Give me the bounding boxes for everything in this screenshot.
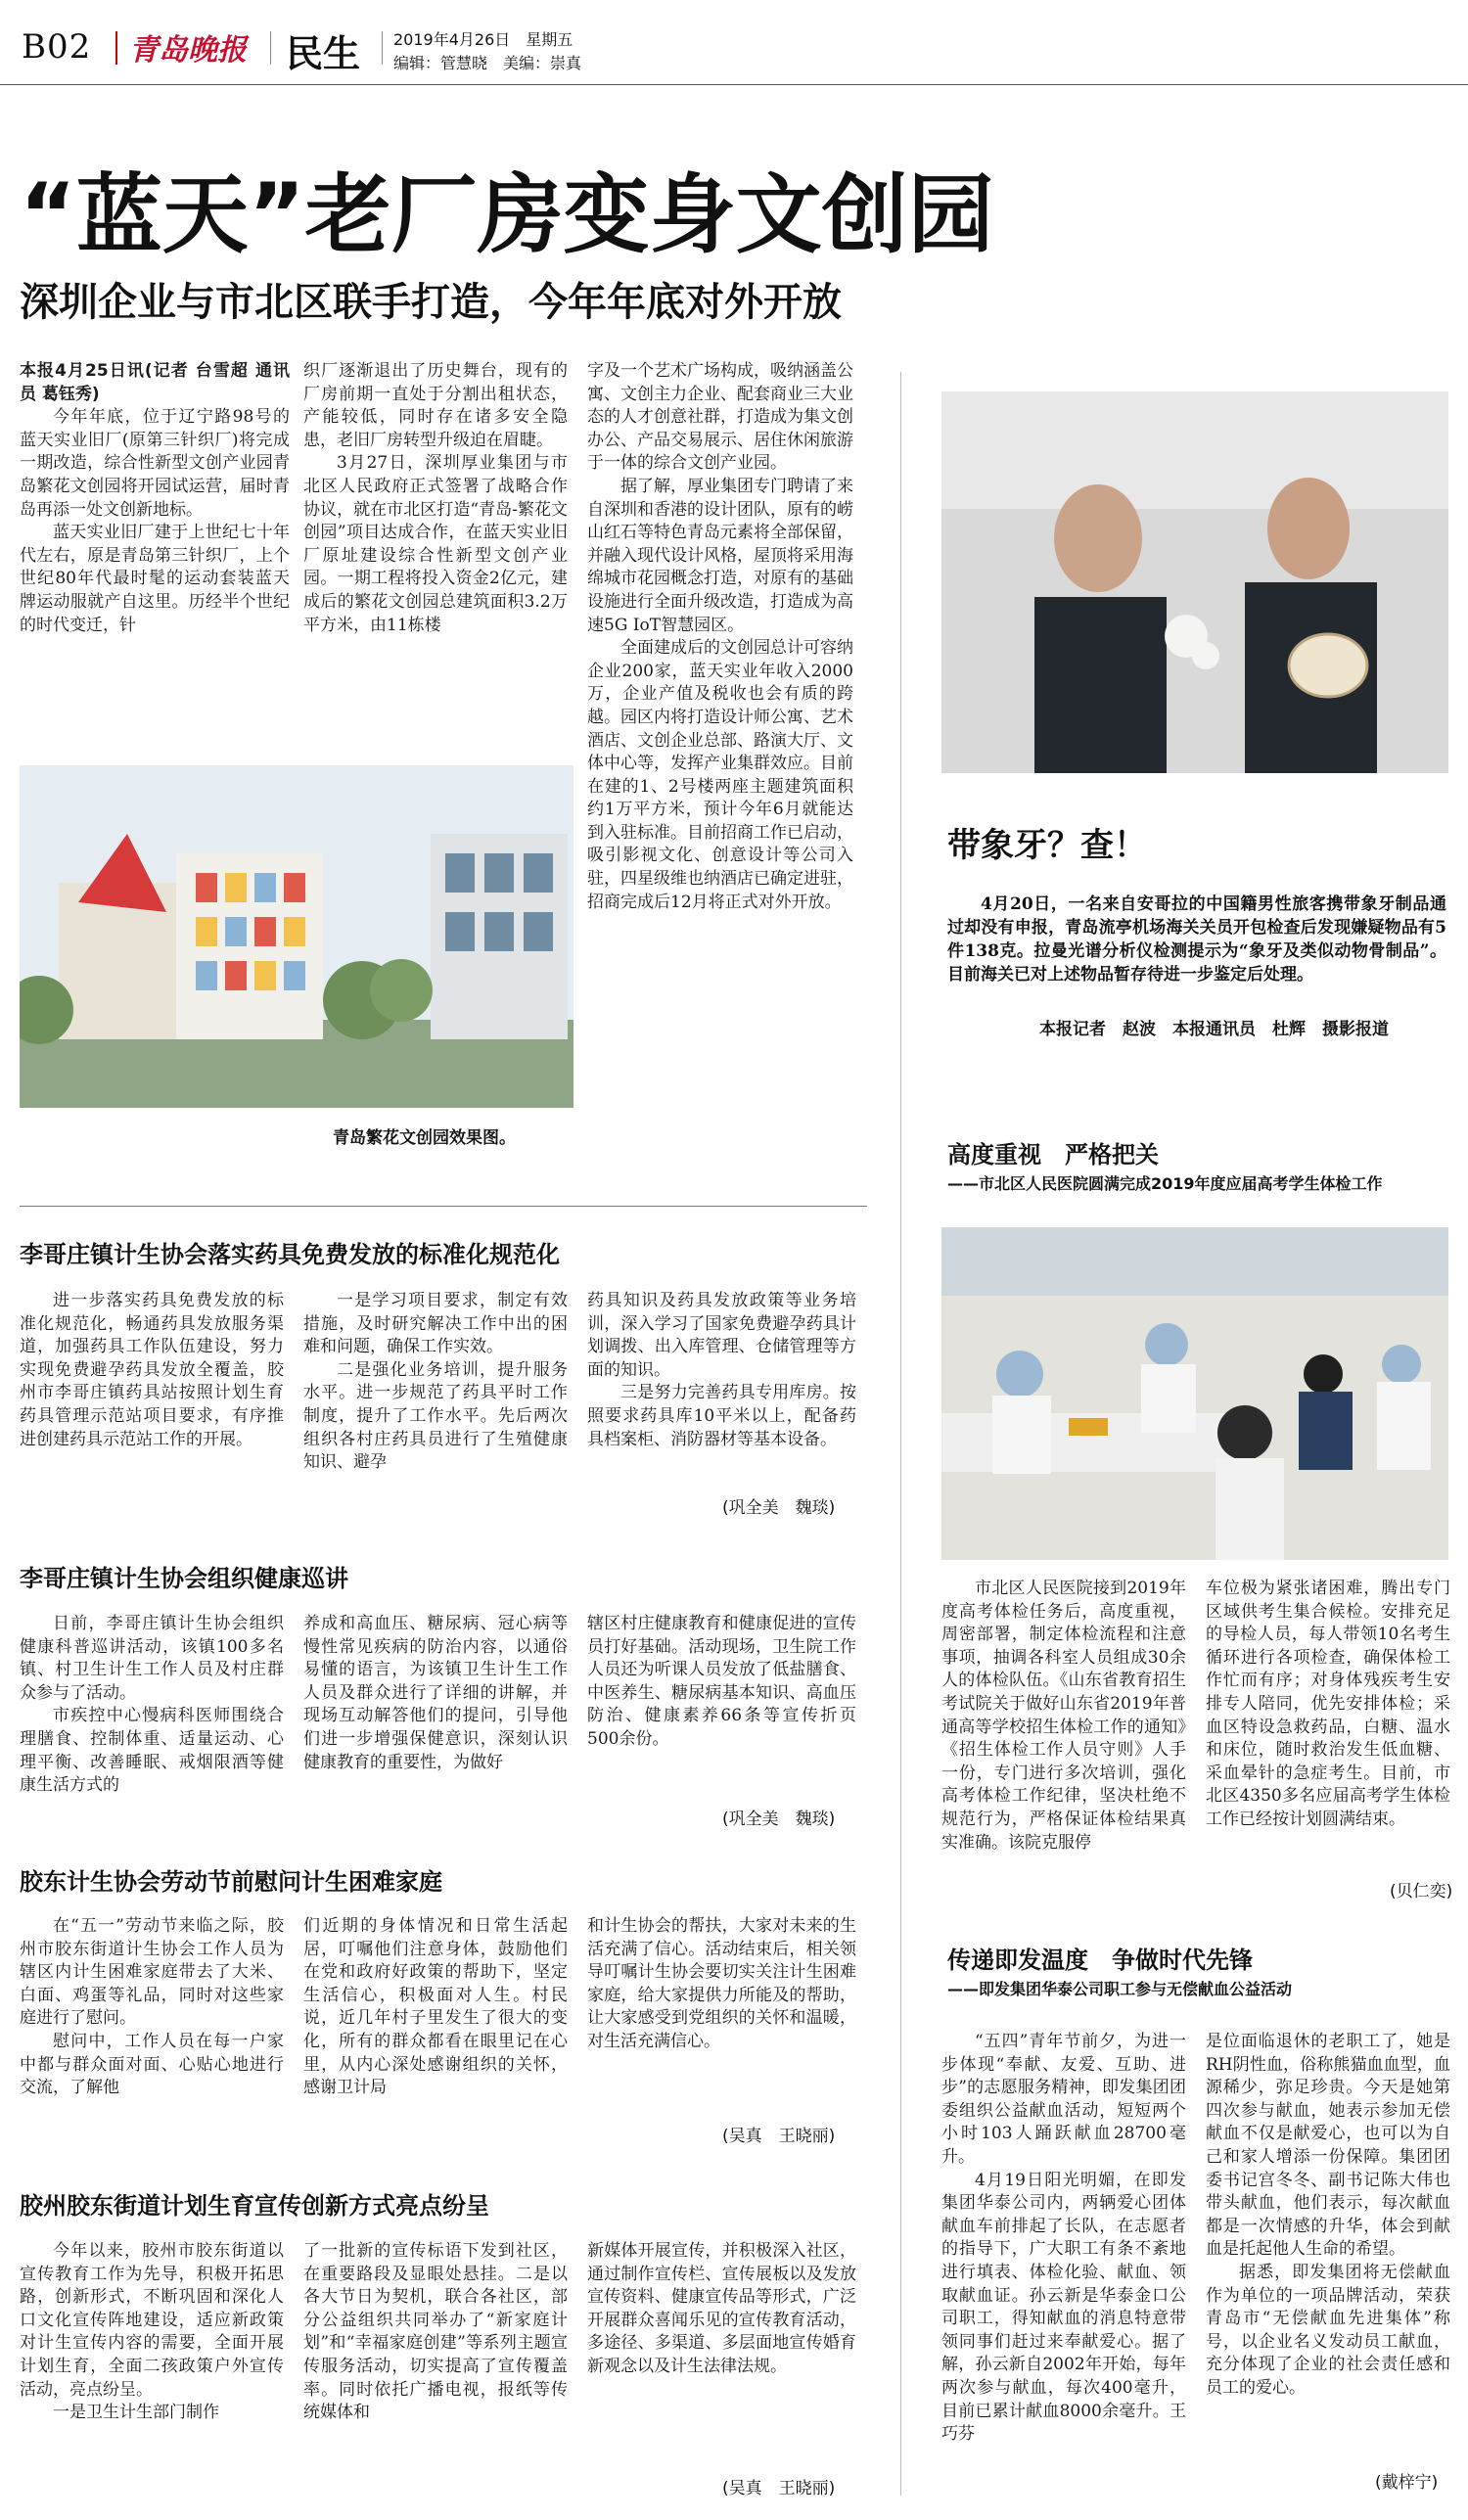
building-illustration — [20, 765, 573, 1108]
article2-column-2 — [303, 1613, 568, 1838]
lead-paragraph: 蓝天实业旧厂建于上世纪七十年代左右，原是青岛第三针织厂，上个世纪80年代最时髦的运动套装蓝天牌运动服就产自这里。历经半个世纪的时代变迁，针 — [20, 523, 290, 635]
lead-column-3 — [587, 360, 853, 1167]
masthead-rule — [0, 84, 1468, 85]
exam-subtitle: ——市北区人民医院圆满完成2019年度应届高考学生体检工作 — [947, 1174, 1383, 1193]
article1-paragraph: 一是学习项目要求，制定有效措施，及时研究解决工作中出的困难和问题，确保工作实效。 — [303, 1291, 568, 1357]
article2-column-3 — [587, 1613, 856, 1799]
article3-paragraph: 们近期的身体情况和日常生活起居，叮嘱他们注意身体，鼓励他们在党和政府好政策的帮助下，坚定生活信心，积极面对人生。村民说，近几年村子里发生了很大的变化，所有的群众都看在眼里记在心里，从内心深处感谢组织的关怀，感谢卫计局 — [303, 1916, 568, 2098]
article2-paragraph: 日前，李哥庄镇计生协会组织健康科普巡讲活动，该镇100多名镇、村卫生计生工作人员及村庄群众参与了活动。 — [20, 1614, 284, 1703]
article3-title: 胶东计生协会劳动节前慰问计生困难家庭 — [20, 1868, 442, 1896]
customs-officers-photo — [941, 391, 1448, 773]
physical-exam-photo — [941, 1227, 1448, 1560]
lead-paragraph: 全面建成后的文创园总计可容纳企业200家，蓝天实业年收入2000万，企业产值及税收也会有质的跨越。园区内将打造设计师公寓、艺术酒店、文创企业总部、路演大厅、文体中心等，发挥产业集群效应。目前在建的1、2号楼两座主题建筑面积约1万平方米，预计今年6月就能达到入驻标准。目前招商工作已启动，吸引影视文化、创意设计等公司入驻，四星级维也纳酒店已确定进驻，招商完成后12月将正式对外开放。 — [587, 638, 853, 912]
article2-paragraph: 辖区村庄健康教育和健康促进的宣传员打好基础。活动现场，卫生院工作人员还为听课人员发放了低盐膳食、中医养生、糖尿病基本知识、高血压防治、健康素养66条等宣传折页500余份。 — [587, 1614, 856, 1749]
exam-column-2 — [1206, 1578, 1450, 1871]
lead-paragraph: 据了解，厚业集团专门聘请了来自深圳和香港的设计团队，原有的崂山红石等特色青岛元素将全部保留，并融入现代设计风格，屋顶将采用海绵城市花园概念打造，对原有的基础设施进行全面升级改造，打造成为高速5G IoT智慧园区。 — [587, 476, 853, 635]
article4-paragraph: 今年以来，胶州市胶东街道以宣传教育工作为先导，积极开拓思路，创新形式，不断巩固和深化人口文化宣传阵地建设，适应新政策对计生宣传内容的需要，全面开展计划生育，全面二孩政策户外宣传活动，亮点纷呈。 — [20, 2241, 284, 2400]
article4-byline: (吴真 王晓丽) — [722, 2479, 836, 2498]
page-number: B02 — [22, 27, 92, 67]
blood-subtitle: ——即发集团华泰公司职工参与无偿献血公益活动 — [947, 1980, 1293, 1998]
officers-illustration — [941, 391, 1448, 773]
article3-column-1 — [20, 1915, 284, 2146]
article1-column-1 — [20, 1290, 284, 1515]
blood-title: 传递即发温度 争做时代先锋 — [947, 1947, 1253, 1974]
column-divider — [900, 372, 901, 2496]
article4-column-3 — [587, 2240, 856, 2436]
article1-paragraph: 药具知识及药具发放政策等业务培训，深入学习了国家免费避孕药具计划调拨、出入库管理、仓储管理等方面的知识。 — [587, 1291, 856, 1380]
article1-paragraph: 进一步落实药具免费发放的标准化规范化，畅通药具发放服务渠道，加强药具工作队伍建设，努力实现免费避孕药具发放全覆盖，胶州市李哥庄镇药具站按照计划生育药具管理示范站项目要求，有序推进创建药具示范站工作的开展。 — [20, 1291, 284, 1449]
article3-byline: (吴真 王晓丽) — [722, 2127, 836, 2146]
masthead-divider — [382, 31, 383, 65]
exam-title: 高度重视 严格把关 — [947, 1141, 1159, 1168]
photo-caption: 青岛繁花文创园效果图。 — [333, 1128, 516, 1148]
blood-paragraph: “五四”青年节前夕，为进一步体现“奉献、友爱、互助、进步”的志愿服务精神，即发集团团委组织公益献血活动，短短两个小时103人踊跃献血28700毫升。 — [941, 2032, 1186, 2167]
article4-title: 胶州胶东街道计划生育宣传创新方式亮点纷呈 — [20, 2192, 489, 2220]
section-name: 民生 — [286, 32, 361, 75]
lead-headline: “蓝天”老厂房变身文创园 — [20, 164, 994, 265]
lead-dateline: 本报4月25日讯(记者 台雪超 通讯员 葛钰秀) — [20, 361, 290, 404]
blood-column-1 — [941, 2031, 1186, 2481]
masthead — [0, 0, 1468, 78]
blood-column-2 — [1206, 2031, 1450, 2442]
article3-paragraph: 慰问中，工作人员在每一户家中都与群众面对面、心贴心地进行交流，了解他 — [20, 2031, 284, 2098]
exam-byline: (贝仁奕) — [1390, 1882, 1453, 1901]
blood-byline: (戴梓宁) — [1375, 2473, 1439, 2493]
lead-paragraph: 3月27日，深圳厚业集团与市北区人民政府正式签署了战略合作协议，就在市北区打造“青岛-繁花文创园”项目达成合作，在蓝天实业旧厂原址建设综合性新型文创产业园。一期工程将投入资金2亿元，建成后的繁花文创园总建筑面积3.2万平方米，由11栋楼 — [303, 453, 568, 635]
ivory-photo-credit: 本报记者 赵波 本报通讯员 杜辉 摄影报道 — [1039, 1020, 1389, 1039]
ivory-body: 4月20日，一名来自安哥拉的中国籍男性旅客携带象牙制品通过却没有申报，青岛流亭机场海关关员开包检查后发现嫌疑物品有5件138克。拉曼光谱分析仪检测提示为“象牙及类似动物骨制品”。目前海关已对上述物品暂存待进一步鉴定后处理。 — [947, 894, 1446, 985]
lead-column-2 — [303, 360, 568, 752]
article3-column-2 — [303, 1915, 568, 2146]
article1-column-2 — [303, 1290, 568, 1515]
article3-paragraph: 和计生协会的帮扶，大家对未来的生活充满了信心。活动结束后，相关领导叮嘱计生协会要切实关注计生困难家庭，给大家提供力所能及的帮助，让大家感受到党组织的关怀和温暖，对生活充满信心。 — [587, 1916, 856, 2051]
culture-park-rendering-photo — [20, 765, 573, 1108]
exam-room-illustration — [941, 1227, 1448, 1560]
ivory-title: 带象牙？查！ — [947, 826, 1147, 865]
blood-paragraph: 据悉，即发集团将无偿献血作为单位的一项品牌活动，荣获青岛市“无偿献血先进集体”称号，以企业名义发动员工献血，充分体现了企业的社会责任感和员工的爱心。 — [1206, 2262, 1450, 2398]
article4-paragraph: 一是卫生计生部门制作 — [53, 2403, 219, 2423]
issue-date: 2019年4月26日 星期五 — [393, 30, 573, 49]
article2-paragraph: 市疾控中心慢病科医师围绕合理膳食、控制体重、适量运动、心理平衡、改善睡眠、戒烟限酒等健康生活方式的 — [20, 1706, 284, 1796]
lead-paragraph: 今年年底，位于辽宁路98号的蓝天实业旧厂(原第三针织厂)将完成一期改造，综合性新型文创产业园青岛繁花文创园将开园试运营，届时青岛再添一处文创新地标。 — [20, 407, 290, 520]
blood-paragraph: 4月19日阳光明媚，在即发集团华泰公司内，两辆爱心团体献血车前排起了长队，在志愿者的指导下，广大职工有条不紊地进行填表、体检化验、献血、领取献血证。孙云新是华泰金口公司职工，得知献血的消息特意带领同事们赶过来奉献爱心。据了解，孙云新自2002年开始，每年两次参与献血，每次400毫升，目前已累计献血8000余毫升。王巧芬 — [941, 2170, 1186, 2445]
exam-paragraph: 市北区人民医院接到2019年度高考体检任务后，高度重视，周密部署，制定体检流程和注意事项，抽调各科室人员组成30余人的体检队伍。《山东省教育招生考试院关于做好山东省2019年普通高等学校招生体检工作的通知》《招生体检工作人员守则》人手一份，专门进行多次培训，强化高考体检工作纪律，坚决杜绝不规范行为，严格保证体检结果真实准确。该院克服停 — [941, 1579, 1186, 1853]
article2-byline: (巩全美 魏琰) — [722, 1810, 836, 1829]
article1-title: 李哥庄镇计生协会落实药具免费发放的标准化规范化 — [20, 1241, 560, 1268]
newspaper-logo: 青岛晚报 — [129, 33, 247, 68]
editor-credits: 编辑：管慧晓 美编：崇真 — [393, 54, 582, 72]
article1-column-3 — [587, 1290, 856, 1486]
article4-paragraph: 新媒体开展宣传，并积极深入社区，通过制作宣传栏、宣传展板以及发放宣传资料、健康宣传品等形式，广泛开展群众喜闻乐见的宣传教育活动，多途径、多渠道、多层面地宣传婚育新观念以及计生法律法规。 — [587, 2241, 856, 2376]
lead-column-1 — [20, 360, 290, 752]
article4-column-1 — [20, 2240, 284, 2475]
masthead-divider — [115, 31, 117, 65]
exam-paragraph: 车位极为紧张诸困难，腾出专门区域供考生集合候检。安排充足的导检人员，每人带领10名考生循环进行各项检查，确保体检工作忙而有序；对身体残疾考生安排专人陪同，优先安排体检；采血区特设急救药品，白糖、温水和床位，随时救治发生低血糖、采血晕针的急症考生。目前，市北区4350多名应届高考学生体检工作已经按计划圆满结束。 — [1206, 1579, 1450, 1829]
masthead-divider — [270, 31, 271, 65]
article1-byline: (巩全美 魏琰) — [722, 1498, 836, 1518]
article1-paragraph: 二是强化业务培训，提升服务水平。进一步规范了药具平时工作制度，提升了工作水平。先后两次组织各村庄药具员进行了生殖健康知识、避孕 — [303, 1359, 568, 1473]
article2-paragraph: 养成和高血压、糖尿病、冠心病等慢性常见疾病的防治内容，以通俗易懂的语言，为该镇卫生计生工作人员及群众进行了详细的讲解，并现场互动解答他们的提问，引导他们进一步增强保健意识，深刻认识健康教育的重要性，为做好 — [303, 1614, 568, 1772]
article1-paragraph: 三是努力完善药具专用库房。按照要求药具库10平米以上，配备药具档案柜、消防器材等基本设备。 — [587, 1383, 856, 1449]
article2-column-1 — [20, 1613, 284, 1838]
article2-title: 李哥庄镇计生协会组织健康巡讲 — [20, 1565, 348, 1592]
article3-paragraph: 在“五一”劳动节来临之际，胶州市胶东街道计生协会工作人员为辖区内计生困难家庭带去了大米、白面、鸡蛋等礼品，同时对这些家庭进行了慰问。 — [20, 1916, 284, 2029]
lead-subheadline: 深圳企业与市北区联手打造，今年年底对外开放 — [20, 280, 842, 325]
lead-paragraph: 织厂逐渐退出了历史舞台，现有的厂房前期一直处于分割出租状态，产能较低，同时存在诸多安全隐患，老旧厂房转型升级迫在眉睫。 — [303, 361, 568, 450]
article4-paragraph: 了一批新的宣传标语下发到社区，在重要路段及显眼处悬挂。二是以各大节日为契机，联合各社区，部分公益组织共同举办了“新家庭计划”和“幸福家庭创建”等系列主题宣传服务活动，切实提高了宣传覆盖率。同时依托广播电视，报纸等传统媒体和 — [303, 2241, 568, 2423]
article4-column-2 — [303, 2240, 568, 2475]
lead-paragraph: 字及一个艺术广场构成，吸纳涵盖公寓、文创主力企业、配套商业三大业态的人才创意社群，打造成为集文创办公、产品交易展示、居住休闲旅游于一体的综合文创产业园。 — [587, 361, 853, 474]
blood-paragraph: 是位面临退休的老职工了，她是RH阴性血，俗称熊猫血血型，血源稀少，弥足珍贵。今天是她第四次参与献血，她表示参加无偿献血不仅是献爱心，也可以为自己和家人增添一份保障。集团团委书记宫冬冬、副书记陈大伟也带头献血，他们表示，每次献血都是一次情感的升华，体会到献血是托起他人生命的希望。 — [1206, 2032, 1450, 2260]
article3-column-3 — [587, 1915, 856, 2101]
section-rule — [20, 1206, 867, 1207]
